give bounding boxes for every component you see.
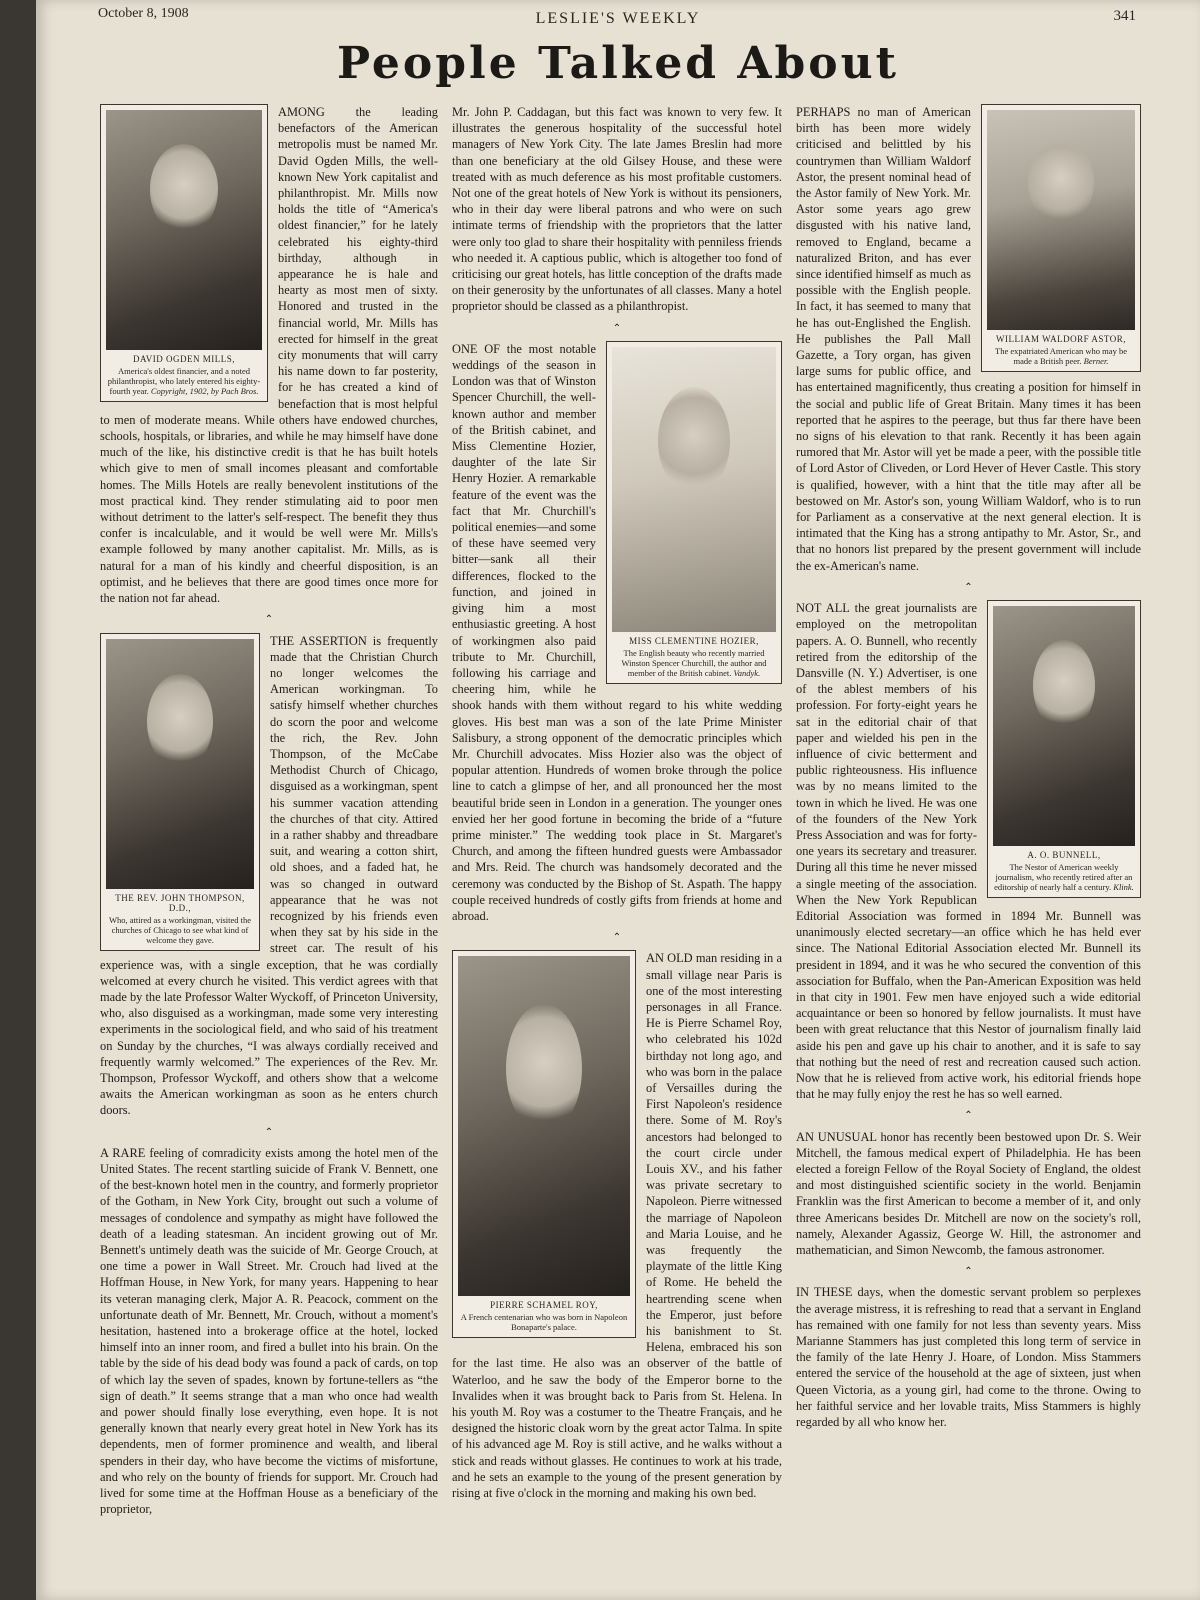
- portrait-mills-image: [106, 110, 262, 350]
- figure-bunnell: [987, 600, 1141, 898]
- portrait-thompson-image: [106, 639, 254, 889]
- figure-name: WILLIAM WALDORF ASTOR,: [996, 334, 1126, 344]
- column-2: [452, 104, 782, 1507]
- column-1: [100, 104, 438, 1523]
- article-stammers: IN THESE days, when the domestic servant problem so perplexes the average mistress, it is refreshing to read that a servant in England has remained with one family for not less than seventy years. Miss Marianne Stammers has just completed this long term of service in the family of the late Henry J. Hoare, of London. Miss Stammers entered the service of the household at the age of sixteen, just when Queen Victoria, as a young girl, had come to the throne. Owing to her faithful service and her lovable traits, Miss Stammers is highly regarded by all who know her.: [796, 1285, 1141, 1430]
- figure-credit: Berner.: [1083, 356, 1109, 366]
- figure-caption-text: The Nestor of American weekly journalism, who recently retired after an editorship of nearly half a century.: [994, 862, 1133, 893]
- section-divider: ⌃: [612, 932, 622, 944]
- figure-caption: [612, 636, 776, 678]
- figure-credit: Vandyk.: [733, 667, 761, 678]
- column-3: [796, 104, 1141, 1436]
- article-weir-mitchell: AN UNUSUAL honor has recently been bestowed upon Dr. S. Weir Mitchell, the famous medical expert of Philadelphia. He has been elected a foreign Fellow of the Royal Society of England, the oldest and most distinguished scientific society in the world. Benjamin Franklin was the first American to become a member of it, and only three Americans besides Dr. Mitchell are now on the society's roll, namely, Alexander Agassiz, George W. Hill, the astronomer and mathematician, and Simon Newcomb, the famous astronomer.: [796, 1129, 1141, 1258]
- figure-caption: [987, 334, 1135, 366]
- figure-hozier: [606, 341, 782, 684]
- figure-roy: [452, 950, 636, 1338]
- figure-caption: [106, 893, 254, 945]
- figure-name: A. O. BUNNELL,: [1027, 850, 1101, 861]
- portrait-astor-image: [987, 110, 1135, 330]
- figure-name: DAVID OGDEN MILLS,: [132, 354, 236, 364]
- article-astor: PERHAPS no man of American birth has been more widely criticised and belittled by his countrymen than William Waldorf Astor, the present nominal head of the Astor family of New York. Mr. Astor some years ago grew disgusted with his native land, removed to England, became a naturalized Briton, and has ever since identified himself as much as possible with the English people. In fact, it has seemed to many that he has out-Englished the English. He publishes the Pall Mall Gazette, a Tory organ, has given large sums for public office, and has entertained magnificently, thus creating a position for himself in the social and public life of Great Britain. Many times it has been reported that he aspires to the peerage, but thus far there have been no signs of his elevation to that rank. Recently it has been again rumored that Mr. Astor will yet be made a peer, with the possible title of Lord Astor of Cliveden, or Lord Hever of Hever Castle. This story is qualified, however, with a hint that the title may after all be bestowed on Mr. Astor's son, young William Waldorf, who is to run for Parliament as a conservative at the next general election. It is intimated that the King has a strong antipathy to Mr. Astor, Sr., and that no honors list prepared by the present government will include the ex-American's name.: [796, 105, 1141, 573]
- section-divider: ⌃: [964, 581, 973, 593]
- portrait-bunnell-image: [993, 606, 1135, 846]
- page-title: People Talked About: [337, 38, 899, 89]
- article-churchill-wedding: ONE OF the most notable weddings of the season in London was that of Winston Spencer Churchill, the well-known author and member of the British cabinet, and Miss Clementine Hozier, daughter of the late Sir Henry Hozier. A remarkable feature of the event was the fact that Mr. Churchill's political enemies—and some of these have seemed very bitter—sank all their differences, flocked to the function, and joined in giving him a most enthusiastic greeting. A host of workingmen also paid tribute to Mr. Churchill, following his carriage and cheering him, while he shook hands with them without regard to his white wedding gloves. His best man was a son of the late Prime Minister Salisbury, a strong opponent of the democratic principles which Mr. Churchill advocates. Miss Hozier also was the object of popular attention. Hundreds of women broke through the police line to catch a glimpse of her, and all pronounced her the most beautiful bride seen in London in a generation. The younger ones envied her her good fortune in becoming the bride of a “future prime minister.” The wedding took place in St. Margaret's Church, and among the fifteen hundred guests were Ambassador and Mrs. Reid. The church was handsomely decorated and the ceremony was conducted by the Bishop of St. Aspath. The happy couple received hundreds of costly gifts from friends at home and abroad.: [452, 341, 782, 923]
- section-divider: ⌃: [264, 614, 274, 626]
- figure-astor: [981, 104, 1141, 372]
- article-mills: AMONG the leading benefactors of the American metropolis must be named Mr. David Ogden Mills, the well-known New York capitalist and philanthropist. Mr. Mills now holds the title of “America's oldest financier,” for he lately celebrated his eighty-third birthday, although in appearance he is hale and hearty as most men of sixty. Honored and trusted in the financial world, Mr. Mills has erected for himself in the great city monuments that will carry his name down to far posterity, for he has created a kind of benefaction that is most helpful to men of moderate means. While others have endowed churches, schools, hospitals, or libraries, and while he may himself have done much of the like, his distinctive credit is that he has built hotels which give to men of small incomes pleasant and comfortable homes. The Mills Hotels are really benevolent institutions of the most practical kind. They render stimulating aid to poor men without detriment to the latter's self-respect. The benefit they thus confer is incalculable, and it would be well were Mr. Mills's example followed by many another capitalist. Mr. Mills, as is natural for a man of his kindly and cheerful disposition, is an optimist, and he believes that there are good times once more for the nation not far ahead.: [100, 105, 438, 606]
- figure-caption: [458, 1300, 630, 1332]
- figure-caption-text: Who, attired as a workingman, visited the churches of Chicago to see what kind of welcome they gave.: [108, 914, 252, 945]
- portrait-hozier-image: [612, 347, 776, 632]
- figure-caption: [106, 354, 262, 396]
- masthead: LESLIE'S WEEKLY: [535, 10, 701, 27]
- magazine-page: [36, 0, 1200, 1600]
- section-divider: ⌃: [964, 1266, 973, 1278]
- figure-name: MISS CLEMENTINE HOZIER,: [629, 635, 759, 646]
- article-pierre-roy: AN OLD man residing in a small village near Paris is one of the most interesting personages in all France. He is Pierre Schamel Roy, who celebrated his 102d birthday not long ago, and who was born in the palace of Versailles during the First Napoleon's residence there. Some of M. Roy's ancestors had belonged to the court circle under Louis XV., and his father was private secretary to Napoleon. Pierre witnessed the marriage of Napoleon and Maria Louise, and he was frequently the playmate of the little King of Rome. He beheld the heartrending scene when the Emperor, just before his banishment to St. Helena, embraced his son for the last time. He also was an observer of the battle of Waterloo, and he saw the body of the Emperor borne to the Invalides when it was brought back to Paris from St. Helena. In his youth M. Roy was a costumer to the Theatre Français, and he designed the historic cloak worn by the great actor Talma. In spite of his advanced age M. Roy is still active, and he walks without a stick and reads without glasses. He continues to work at his trade, and he sets an example to the young of the present generation by rising at five o'clock in the morning and making his own bed.: [452, 951, 782, 1501]
- figure-name: PIERRE SCHAMEL ROY,: [490, 1300, 598, 1311]
- figure-caption-text: The English beauty who recently married Winston Spencer Churchill, the author and member of the British cabinet.: [621, 647, 767, 678]
- section-divider: ⌃: [964, 1110, 973, 1122]
- section-divider: ⌃: [612, 322, 622, 334]
- portrait-roy-image: [458, 956, 630, 1296]
- article-hotel-men: A RARE feeling of comradicity exists among the hotel men of the United States. The recent startling suicide of Frank V. Bennett, one of the best-known hotel men in the country, and formerly proprietor of the Gotham, in New York City, brought out such a volume of messages of condolence and sympathy as might have followed the death of a leading statesman. An incident growing out of Mr. Bennett's untimely death was the suicide of Mr. George Crouch, at one time a power in Wall Street. Mr. Crouch had lived at the Hoffman House, in New York, for many years. Happening to hear its veteran managing clerk, Major A. R. Peacock, comment on the unfortunate death of Mr. Bennett, Mr. Crouch, without a moment's hesitation, hastened into a brokerage office at the hotel, locked himself into an inner room, and fired a bullet into his brain. On the table by the side of his dead body was found a pack of cards, on top of which lay the seven of spades, known by fortune-tellers as “the sign of death.” It seems strange that a man who once had wealth and power should finally lose everything, even hope. It is not generally known that nearly every great hotel in New York has its dependents, men of former prominence and wealth, and liberal spenders in their day, who have become the victims of misfortune, and who rely on the bounty of friends for support. Mr. Crouch had lived for some time at the Hoffman House as a beneficiary of the proprietor,: [100, 1145, 438, 1517]
- article-hotel-men-continued: Mr. John P. Caddagan, but this fact was known to very few. It illustrates the generous hospitality of the successful hotel managers of New York City. The late James Breslin had more than one beneficiary at the old Gilsey House, and these were treated with as much deference as his most profitable customers. Not one of the great hotels of New York is without its pensioners, who in their day were liberal patrons and who were on such intimate terms of friendship with the proprietors that the latter were only too glad to share their hospitality with penniless friends who needed it. A captious public, which is altogether too fond of criticising our great hotels, has little conception of the drafts made on their generosity by the unfortunates of all classes. Many a hotel proprietor should be classed as a philanthropist.: [452, 105, 782, 314]
- figure-credit: Copyright, 1902, by Pach Bros.: [150, 386, 259, 396]
- figure-credit: Klink.: [1113, 882, 1134, 893]
- figure-caption-text: The expatriated American who may be made a British peer.: [995, 346, 1127, 366]
- figure-name: THE REV. JOHN THOMPSON, D.D.,: [115, 892, 245, 913]
- article-bunnell: NOT ALL the great journalists are employed on the metropolitan papers. A. O. Bunnell, who recently retired from the editorship of the Dansville (N. Y.) Advertiser, is one of the ablest members of his profession. For forty-eight years he sat in the editorial chair of that paper and wielded his pen in the influence of civic betterment and public righteousness. His influence was by no means limited to the town in which he lived. He was one of the founders of the New York Press Association and was for forty-one years its secretary and treasurer. During all this time he never missed a single meeting of the association. When the New York Republican Editorial Association was formed in 1894 Mr. Bunnell was unanimously elected secretary—an office which he has held ever since. The National Editorial Association elected Mr. Bunnell its president in 1894, and it was he who secured the convention of this association for Buffalo, when the Pan-American Exposition was held in that city in 1901. Few men have enjoyed such a wide editorial acquaintance or been so honored by fellow journalists. It must have been with great reluctance that this Nestor of journalism finally laid aside his pen and gave up his chair to another, and it is safe to say that nothing but the need of rest and recreation caused such action. Now that he is relieved from active work, his editorial friends hope that he may fully enjoy the rest he has so well earned.: [796, 601, 1141, 1102]
- page-number: 341: [1113, 8, 1136, 24]
- figure-caption: [993, 850, 1135, 892]
- article-thompson: THE ASSERTION is frequently made that the Christian Church no longer welcomes the American workingman. To satisfy himself whether churches do scorn the poor and welcome the rich, the Rev. John Thompson, of the McCabe Methodist Church of Chicago, disguised as a workingman, spent his summer vacation attending the churches of that city. Attired in a rather shabby and threadbare suit, and wearing a cotton shirt, old shoes, and a faded hat, he was so changed in outward appearance that he was not recognized by his friends even when they sat by his side in the street car. The result of his experience was, with a single exception, that he was cordially welcomed at every church he visited. This verdict agrees with that made by the late Professor Walter Wyckoff, of Princeton University, who, also disguised as a workingman, made some very interesting experiments in the sociological field, and who said of his treatment on Sunday by the churches, “I was always cordially received and frequently warmly welcomed.” The experiences of the Rev. Mr. Thompson, Professor Wyckoff, and others show that a welcome awaits the American workingman as soon as he enters church doors.: [100, 633, 438, 1118]
- figure-mills: [100, 104, 268, 402]
- figure-thompson: [100, 633, 260, 951]
- figure-caption-text: America's oldest financier, and a noted philanthropist, who lately entered his eighty-fourth year.: [107, 366, 261, 396]
- section-divider: ⌃: [264, 1126, 274, 1138]
- figure-caption-text: A French centenarian who was born in Napoleon Bonaparte's palace.: [460, 1312, 628, 1333]
- issue-date: October 8, 1908: [98, 6, 189, 21]
